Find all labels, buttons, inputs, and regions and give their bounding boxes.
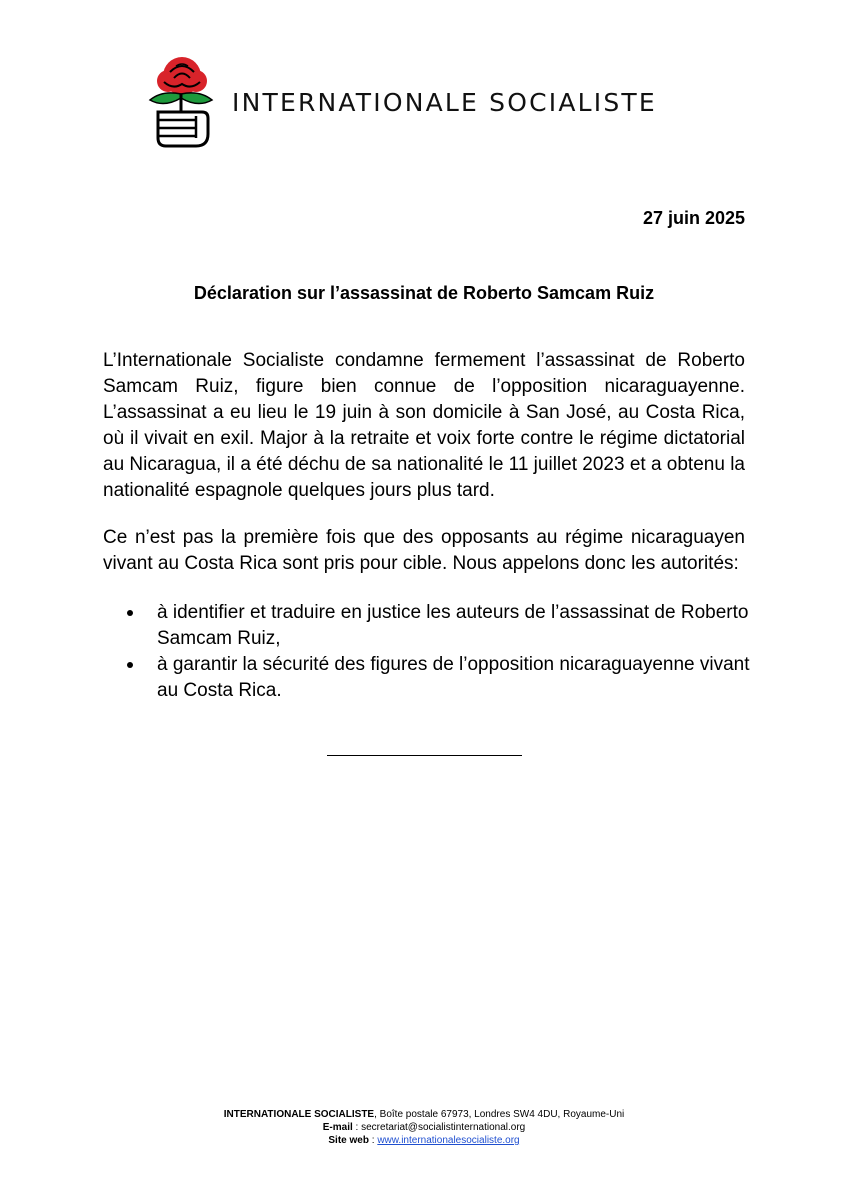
bullet-icon xyxy=(127,662,133,668)
bullet-icon xyxy=(127,610,133,616)
footer-address-line xyxy=(0,1108,848,1121)
footer-email-line xyxy=(0,1121,848,1134)
footer-email-label: E-mail xyxy=(322,1122,353,1133)
demands-list xyxy=(121,600,751,704)
paragraph-1: L’Internationale Socialiste condamne fermement l’assassinat de Roberto Samcam Ruiz, figure bien connue de l’opposition nicaraguayenne. L’assassinat a eu lieu le 19 juin à son domicile à San José, au Costa Rica, où il vivait en exil. Major à la retraite et voix forte contre le régime dictatorial au Nicaragua, il a été déchu de sa nationalité le 11 juillet 2023 et a obtenu la nationalité espagnole quelques jours plus tard. xyxy=(103,350,745,501)
paragraph-2: Ce n’est pas la première fois que des opposants au régime nicaraguayen vivant au Costa Rica sont pris pour cible. Nous appelons donc les autorités: xyxy=(103,527,745,574)
footer-web-label: Site web xyxy=(328,1135,369,1146)
declaration-title: Déclaration sur l’assassinat de Roberto Samcam Ruiz xyxy=(193,283,655,303)
list-item-text: à identifier et traduire en justice les auteurs de l’assassinat de Roberto Samcam Ruiz, xyxy=(157,602,749,649)
footer-org-name: INTERNATIONALE SOCIALISTE xyxy=(223,1109,375,1120)
footer-web-line xyxy=(0,1134,848,1147)
footer-web-separator: : xyxy=(368,1135,378,1146)
list-item-text: à garantir la sécurité des figures de l’opposition nicaraguayenne vivant au Costa Rica. xyxy=(157,654,750,701)
org-title: INTERNATIONALE SOCIALISTE xyxy=(232,88,657,117)
list-item xyxy=(121,600,751,652)
footer-web-link[interactable]: www.internationalesocialiste.org xyxy=(377,1135,520,1146)
rose-fist-logo-icon xyxy=(146,54,216,148)
separator-line xyxy=(327,755,522,756)
footer-email: : secretariat@socialistinternational.org xyxy=(352,1122,526,1133)
document-date: 27 juin 2025 xyxy=(642,208,745,228)
footer xyxy=(0,1108,848,1147)
list-item xyxy=(121,652,751,704)
footer-address: , Boîte postale 67973, Londres SW4 4DU, Royaume-Uni xyxy=(374,1109,625,1120)
